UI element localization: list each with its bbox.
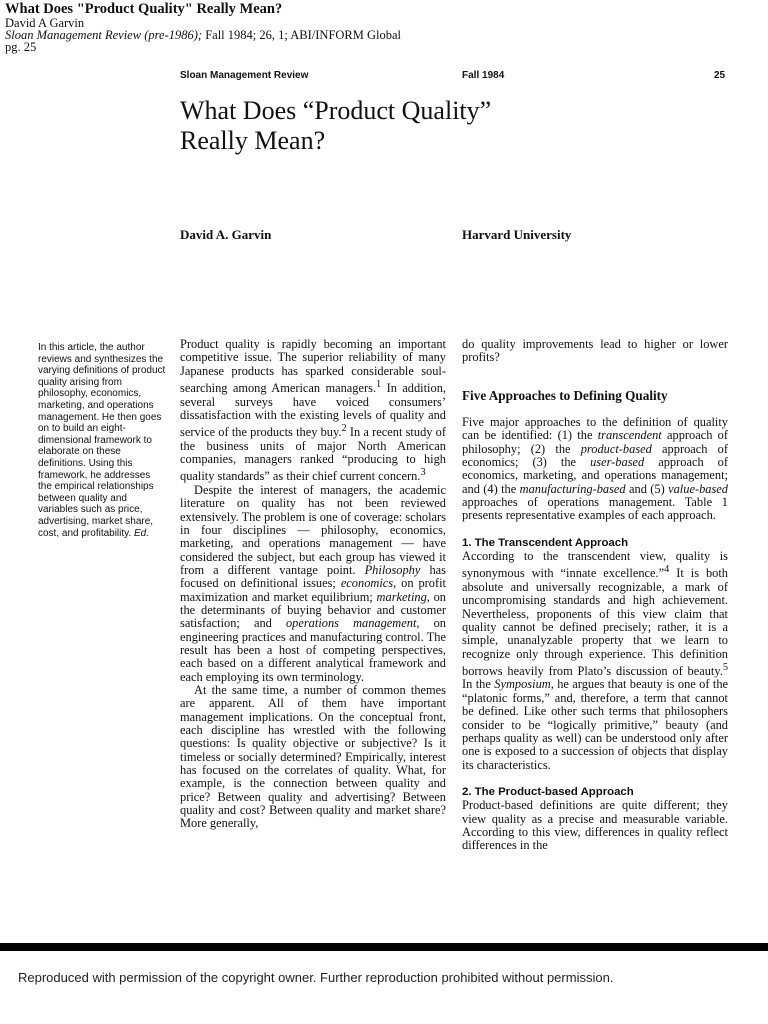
body-column-2 <box>462 338 728 853</box>
abstract-sign: Ed. <box>133 527 149 539</box>
article-author: David A. Garvin <box>180 227 272 242</box>
section-heading: Five Approaches to Defining Quality <box>462 387 668 403</box>
citation-journal-note: (pre-1986); <box>144 28 203 42</box>
scan-edge-bar <box>0 943 768 951</box>
subsection-heading: 2. The Product-based Approach <box>462 785 634 798</box>
citation-page: pg. 25 <box>5 40 37 54</box>
paragraph: According to the transcendent view, quality is synonymous with “innate excellence.”$^4$ It is both absolute and universally recognizable, a mark of uncompromising standards and high achievement. Nevertheless, proponents of this view claim that quality cannot be defined precisely; rather, it is a simple, unanalyzable property that we learn to recognize only through experience. This definition borrows heavily from Plato’s discussion of beauty.$^5$ In the Symposium, he argues that beauty is one of the “platonic forms,” and, therefore, a term that cannot be defined. Like other such terms that philosophers consider to be “logically primitive,” beauty (and perhaps quality as well) can be understood only after one is exposed to a succession of objects that display its characteristics. <box>462 549 729 772</box>
article-affiliation: Harvard University <box>462 227 572 242</box>
citation-title: What Does "Product Quality" Really Mean? <box>5 1 283 17</box>
body-column-1 <box>180 338 446 831</box>
abstract-text: In this article, the author reviews and synthesizes the varying definitions of product quality arising from philosophy, economics, marketing, and operations management. He then goes on to build an eight-dimensional framework to elaborate on these definitions. Using this framework, he addresses the empirical relationships between quality and variables such as price, advertising, market share, cost, and profitability. <box>38 342 166 539</box>
article-title <box>180 96 491 156</box>
citation-author: David A Garvin <box>5 16 85 30</box>
paragraph: Despite the interest of managers, the academic literature on quality has not been reviewed extensively. The problem is one of coverage: scholars in four disciplines — philosophy, economics, marketing, and operations management — have considered the subject, but each group has viewed it from a different vantage point. Philosophy has focused on definitional issues; economics, on profit maximization and market equilibrium; marketing, on the determinants of buying behavior and customer satisfaction; and operations management, on engineering practices and manufacturing control. The result has been a host of competing perspectives, each based on a different analytical framework and each employing its own terminology. <box>180 482 446 684</box>
running-head-page: 25 <box>714 70 726 81</box>
paragraph: Five major approaches to the definition of quality can be identified: (1) the transcendent approach of philosophy; (2) the product-based approach of economics; (3) the user-based approach of economics, marketing, and operations management; and (4) the manufacturing-based and (5) value-based approaches of operations management. Table 1 presents representative examples of each approach. <box>462 415 728 523</box>
running-head-season: Fall 1984 <box>462 70 505 81</box>
subsection-heading: 1. The Transcendent Approach <box>462 536 629 549</box>
paragraph: Product-based definitions are quite different; they view quality as a precise and measurable variable. According to this view, differences in quality reflect differences in the <box>462 798 728 853</box>
paragraph: At the same time, a number of common themes are apparent. All of them have important management implications. On the conceptual front, each discipline has wrestled with the following questions: Is quality objective or subjective? Is it timeless or socially determined? Empirically, interest has focused on the correlates of quality. What, for example, is the connection between quality and price? Between quality and advertising? Between quality and cost? Between quality and market share? More generally, <box>180 682 446 831</box>
running-head-journal: Sloan Management Review <box>180 70 309 81</box>
citation-source <box>5 29 401 41</box>
paragraph: Product quality is rapidly becoming an important competitive issue. The superior reliability of many Japanese products has sparked considerable soul-searching among American managers.$^1$ In addition, several surveys have voiced consumers’ dissatisfaction with the existing levels of quality and service of the products they buy.$^2$ In a recent study of the business units of major North American companies, managers ranked “producing to high quality standards” as their chief current concern.$^3$ <box>180 337 446 484</box>
title-line-2: Really Mean? <box>180 126 326 155</box>
paragraph: do quality improvements lead to higher or lower profits? <box>462 337 728 365</box>
citation-journal: Sloan Management Review <box>5 28 142 42</box>
citation-block <box>5 2 401 53</box>
copyright-notice: Reproduced with permission of the copyright owner. Further reproduction prohibited without permission. <box>18 970 614 985</box>
abstract <box>38 342 166 539</box>
citation-issue: Fall 1984; 26, 1; ABI/INFORM Global <box>205 28 402 42</box>
title-line-1: What Does “Product Quality” <box>180 96 492 125</box>
